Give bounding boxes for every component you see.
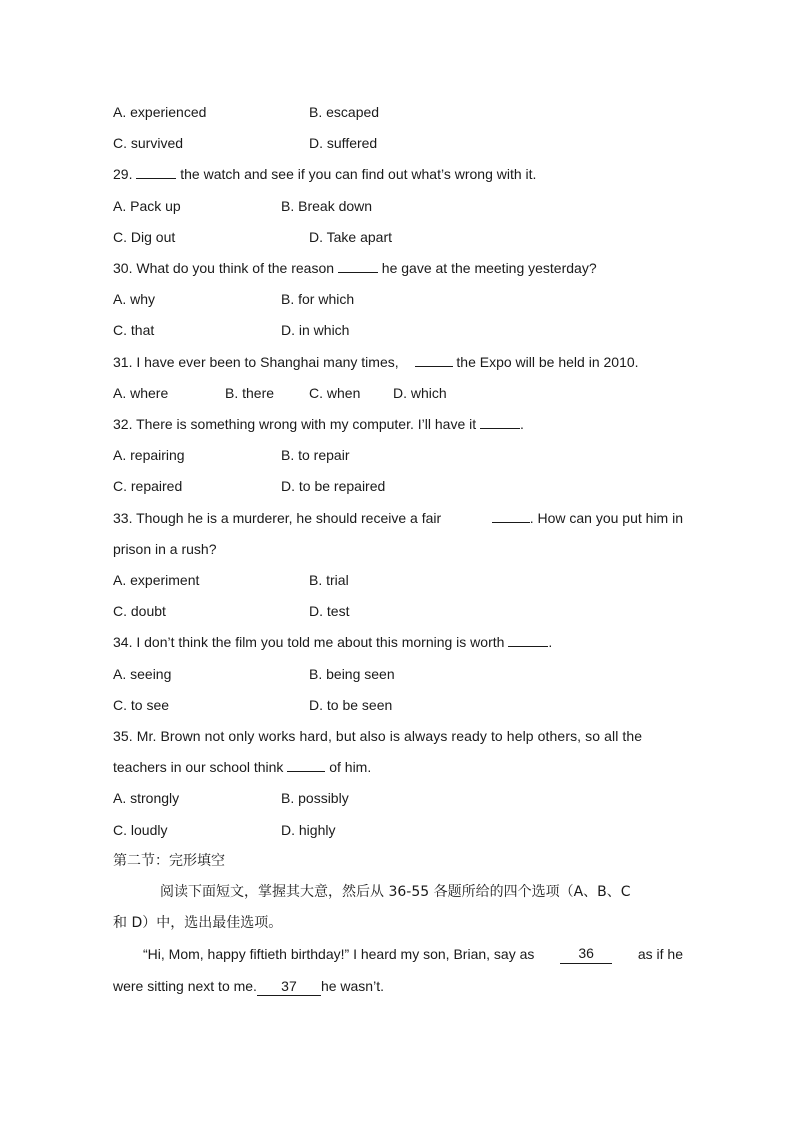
q35-text-after: of him. <box>325 759 372 775</box>
q30-blank <box>338 258 378 273</box>
q31-text-after: the Expo will be held in 2010. <box>452 354 639 370</box>
section2-instruction-line2: 和 D）中，选出最佳选项。 <box>113 915 283 931</box>
passage-line1-after: as if he <box>637 946 683 962</box>
q29-option-b: B. Break down <box>281 198 373 214</box>
q34-text-before: 34. I don’t think the film you told me about this morning is worth <box>113 634 509 650</box>
q33-text-before: 33. Though he is a murderer, he should receive a fair <box>113 510 442 526</box>
q35-stem-line2 <box>113 757 371 777</box>
q31-blank <box>415 352 453 367</box>
q35-text-before: teachers in our school think <box>113 759 288 775</box>
passage-line1 <box>143 944 683 964</box>
q28-option-d: D. suffered <box>309 135 378 151</box>
passage-line2-after: he wasn’t. <box>320 978 384 994</box>
q30-option-a: A. why <box>113 291 156 307</box>
q35-option-d: D. highly <box>281 822 336 838</box>
q33-option-d: D. test <box>309 603 350 619</box>
q30-option-b: B. for which <box>281 291 355 307</box>
q35-option-a: A. strongly <box>113 790 180 806</box>
q32-option-b: B. to repair <box>281 447 350 463</box>
q35-option-b: B. possibly <box>281 790 349 806</box>
q31-stem <box>113 352 639 372</box>
q31-option-c: C. when <box>309 385 361 401</box>
q33-blank <box>492 508 530 523</box>
q33-stem-line2: prison in a rush? <box>113 541 217 557</box>
q28-option-c: C. survived <box>113 135 184 151</box>
q29-number: 29. <box>113 166 133 182</box>
q32-stem <box>113 414 524 434</box>
q33-option-b: B. trial <box>309 572 349 588</box>
q31-text-before: 31. I have ever been to Shanghai many times, <box>113 354 399 370</box>
q35-blank <box>287 757 325 772</box>
q28-option-b: B. escaped <box>309 104 380 120</box>
q29-text: the watch and see if you can find out what’s wrong with it. <box>176 166 537 182</box>
q31-option-d: D. which <box>393 385 447 401</box>
q29-option-a: A. Pack up <box>113 198 181 214</box>
q31-option-a: A. where <box>113 385 169 401</box>
passage-line2-before: were sitting next to me. <box>113 978 257 994</box>
q30-option-d: D. in which <box>281 322 350 338</box>
cloze-blank-37: 37 <box>257 977 321 996</box>
q30-option-c: C. that <box>113 322 155 338</box>
q30-text-before: 30. What do you think of the reason <box>113 260 338 276</box>
cloze-blank-36: 36 <box>560 944 612 964</box>
q34-blank <box>508 632 548 647</box>
q35-option-c: C. loudly <box>113 822 168 838</box>
q34-option-d: D. to be seen <box>309 697 393 713</box>
q29-option-c: C. Dig out <box>113 229 176 245</box>
q34-option-c: C. to see <box>113 697 170 713</box>
q29-stem <box>113 164 536 184</box>
q30-stem <box>113 258 597 278</box>
q32-option-d: D. to be repaired <box>281 478 386 494</box>
q32-option-a: A. repairing <box>113 447 185 463</box>
q29-blank <box>136 164 176 179</box>
q32-text-after: . <box>520 416 524 432</box>
q31-option-b: B. there <box>225 385 275 401</box>
q33-option-c: C. doubt <box>113 603 166 619</box>
q32-text-before: 32. There is something wrong with my computer. I’ll have it <box>113 416 481 432</box>
q29-option-d: D. Take apart <box>309 229 393 245</box>
section2-instruction-line1: 阅读下面短文，掌握其大意，然后从 36-55 各题所给的四个选项（A、B、C <box>160 884 631 900</box>
q33-option-a: A. experiment <box>113 572 200 588</box>
q33-text-after: . How can you put him in <box>529 510 683 526</box>
q32-blank <box>480 414 520 429</box>
passage-line1-before: “Hi, Mom, happy fiftieth birthday!” I heard my son, Brian, say as <box>143 946 535 962</box>
q34-stem <box>113 632 552 652</box>
q30-text-after: he gave at the meeting yesterday? <box>377 260 597 276</box>
q34-text-after: . <box>548 634 553 650</box>
q33-stem-line1 <box>113 508 683 528</box>
q34-option-b: B. being seen <box>309 666 395 682</box>
section2-heading: 第二节：完形填空 <box>113 853 225 869</box>
passage-line2 <box>113 976 384 996</box>
q35-stem-line1: 35. Mr. Brown not only works hard, but also is always ready to help others, so all the <box>113 728 643 744</box>
q28-option-a: A. experienced <box>113 104 207 120</box>
q32-option-c: C. repaired <box>113 478 183 494</box>
q34-option-a: A. seeing <box>113 666 172 682</box>
